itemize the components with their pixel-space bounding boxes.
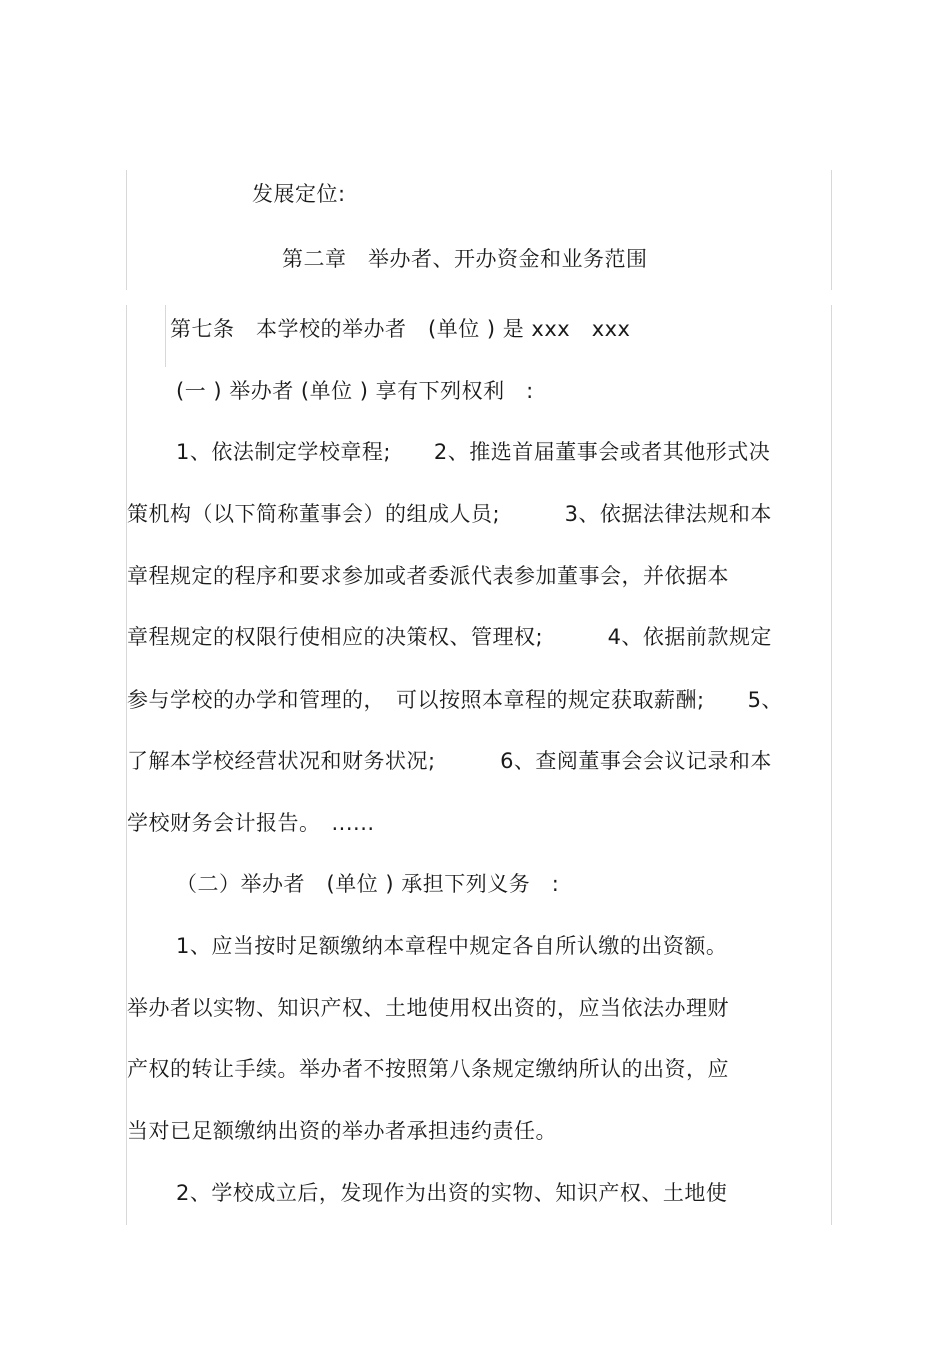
rights-heading: (一 ) 举办者 (单位 ) 享有下列权利 : xyxy=(176,379,534,403)
duties-line: 1、应当按时足额缴纳本章程中规定各自所认缴的出资额。 xyxy=(176,934,728,958)
rights-line: 了解本学校经营状况和财务状况; 6、查阅董事会会议记录和本 xyxy=(127,749,772,773)
duties-line: 2、学校成立后，发现作为出资的实物、知识产权、土地使 xyxy=(176,1181,728,1205)
article-7: 第七条 本学校的举办者 (单位 ) 是 xxx xxx xyxy=(170,317,631,341)
rights-line: 学校财务会计报告。 ...... xyxy=(127,811,375,835)
rights-line: 策机构（以下简称董事会）的组成人员; 3、依据法律法规和本 xyxy=(127,502,772,526)
chapter-title: 第二章 举办者、开办资金和业务范围 xyxy=(282,247,648,271)
duties-line: 举办者以实物、知识产权、土地使用权出资的，应当依法办理财 xyxy=(127,996,729,1020)
duties-line: 产权的转让手续。举办者不按照第八条规定缴纳所认的出资，应 xyxy=(127,1057,729,1081)
rights-line: 章程规定的权限行使相应的决策权、管理权; 4、依据前款规定 xyxy=(127,625,772,649)
rights-line: 参与学校的办学和管理的， 可以按照本章程的规定获取薪酬; 5、 xyxy=(127,688,783,712)
duties-line: 当对已足额缴纳出资的举办者承担违约责任。 xyxy=(127,1119,557,1143)
left-margin-rule-top xyxy=(126,170,127,290)
article-marker-rule xyxy=(165,305,166,367)
rights-line: 1、依法制定学校章程; 2、推选首届董事会或者其他形式决 xyxy=(176,440,771,464)
rights-line: 章程规定的程序和要求参加或者委派代表参加董事会，并依据本 xyxy=(127,564,729,588)
right-margin-rule-top xyxy=(831,170,832,290)
right-margin-rule xyxy=(831,305,832,1225)
duties-heading: （二）举办者 (单位 ) 承担下列义务 : xyxy=(176,872,560,896)
section-label: 发展定位: xyxy=(252,182,346,206)
